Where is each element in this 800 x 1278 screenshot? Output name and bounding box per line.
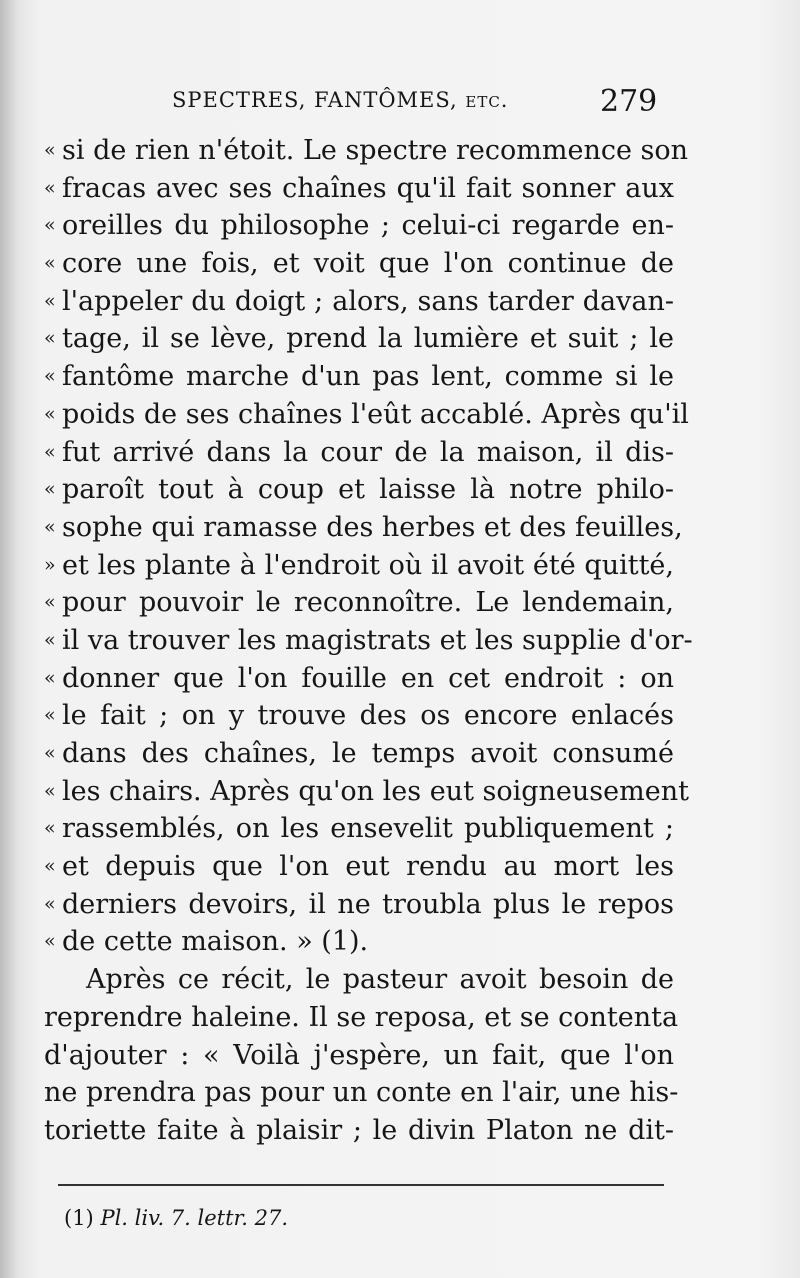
quote-mark: « [44,628,56,651]
quote-mark: « [44,666,56,689]
text-line: Après ce récit, le pasteur avoit besoin de [86,964,674,996]
quote-mark: » [44,553,56,576]
quote-mark: « [44,214,56,237]
quote-mark: « [44,515,56,538]
quote-mark: « [44,892,56,915]
quote-mark: « [44,591,56,614]
text-line: « poids de ses chaînes l'eût accablé. Après qu'il [44,396,674,434]
quote-mark: « [44,855,56,878]
footnote-marker: (1) [64,1206,94,1230]
text-line: « derniers devoirs, il ne troubla plus le repos [44,886,674,924]
text-line: « de cette maison. » (1). [44,923,674,961]
running-title: SPECTRES, FANTÔMES, etc. [172,88,509,112]
quote-mark: « [44,289,56,312]
quote-mark: « [44,478,56,501]
quote-mark: « [44,402,56,425]
page-body [44,132,693,1150]
page-number: 279 [600,84,658,119]
text-line: « pour pouvoir le reconnoître. Le lendemain, [44,584,674,622]
text-line: reprendre haleine. Il se reposa, et se contenta [44,1001,679,1033]
text-line: « fantôme marche d'un pas lent, comme si le [44,358,674,396]
text-line: « l'appeler du doigt ; alors, sans tarder davan- [44,283,674,321]
quote-mark: « [44,930,56,953]
text-line: « paroît tout à coup et laisse là notre philo- [44,471,674,509]
page-header [0,84,800,128]
text-line: « il va trouver les magistrats et les supplie d'or- [44,622,674,660]
narrative-paragraph [44,961,679,1149]
footnote-source: Pl. liv. 7. lettr. 27. [100,1206,289,1230]
text-line: toriette faite à plaisir ; le divin Platon ne dit- [44,1114,674,1146]
footnote [64,1206,288,1230]
text-line: « dans des chaînes, le temps avoit consumé [44,735,674,773]
text-line: « le fait ; on y trouve des os encore enlacés [44,697,674,735]
text-line: « core une fois, et voit que l'on continue de [44,245,674,283]
quote-mark: « [44,440,56,463]
text-line: « tage, il se lève, prend la lumière et suit ; le [44,320,674,358]
text-line: « et depuis que l'on eut rendu au mort les [44,848,674,886]
quote-mark: « [44,365,56,388]
quote-mark: « [44,779,56,802]
text-line: ne prendra pas pour un conte en l'air, une his- [44,1077,679,1109]
footnote-divider [58,1184,664,1186]
text-line: « fut arrivé dans la cour de la maison, il dis- [44,434,674,472]
quote-mark: « [44,176,56,199]
quote-mark: « [44,817,56,840]
text-line: « donner que l'on fouille en cet endroit : on [44,660,674,698]
quote-mark: « [44,742,56,764]
text-line: » et les plante à l'endroit où il avoit été quitté, [44,547,674,585]
quoted-passage [44,132,693,961]
quote-mark: « [44,704,56,727]
text-line: « si de rien n'étoit. Le spectre recommence son [44,132,674,170]
text-line: « sophe qui ramasse des herbes et des feuilles, [44,509,674,547]
quote-mark: « [44,252,56,275]
text-line: d'ajouter : « Voilà j'espère, un fait, que l'on [44,1039,674,1071]
text-line: « rassemblés, on les ensevelit publiquement ; [44,810,674,848]
quote-mark: « [44,139,56,161]
quote-mark: « [44,327,56,350]
text-line: « les chairs. Après qu'on les eut soigneusement [44,773,674,811]
text-line: « oreilles du philosophe ; celui-ci regarde en- [44,207,674,245]
text-line: « fracas avec ses chaînes qu'il fait sonner aux [44,170,674,208]
